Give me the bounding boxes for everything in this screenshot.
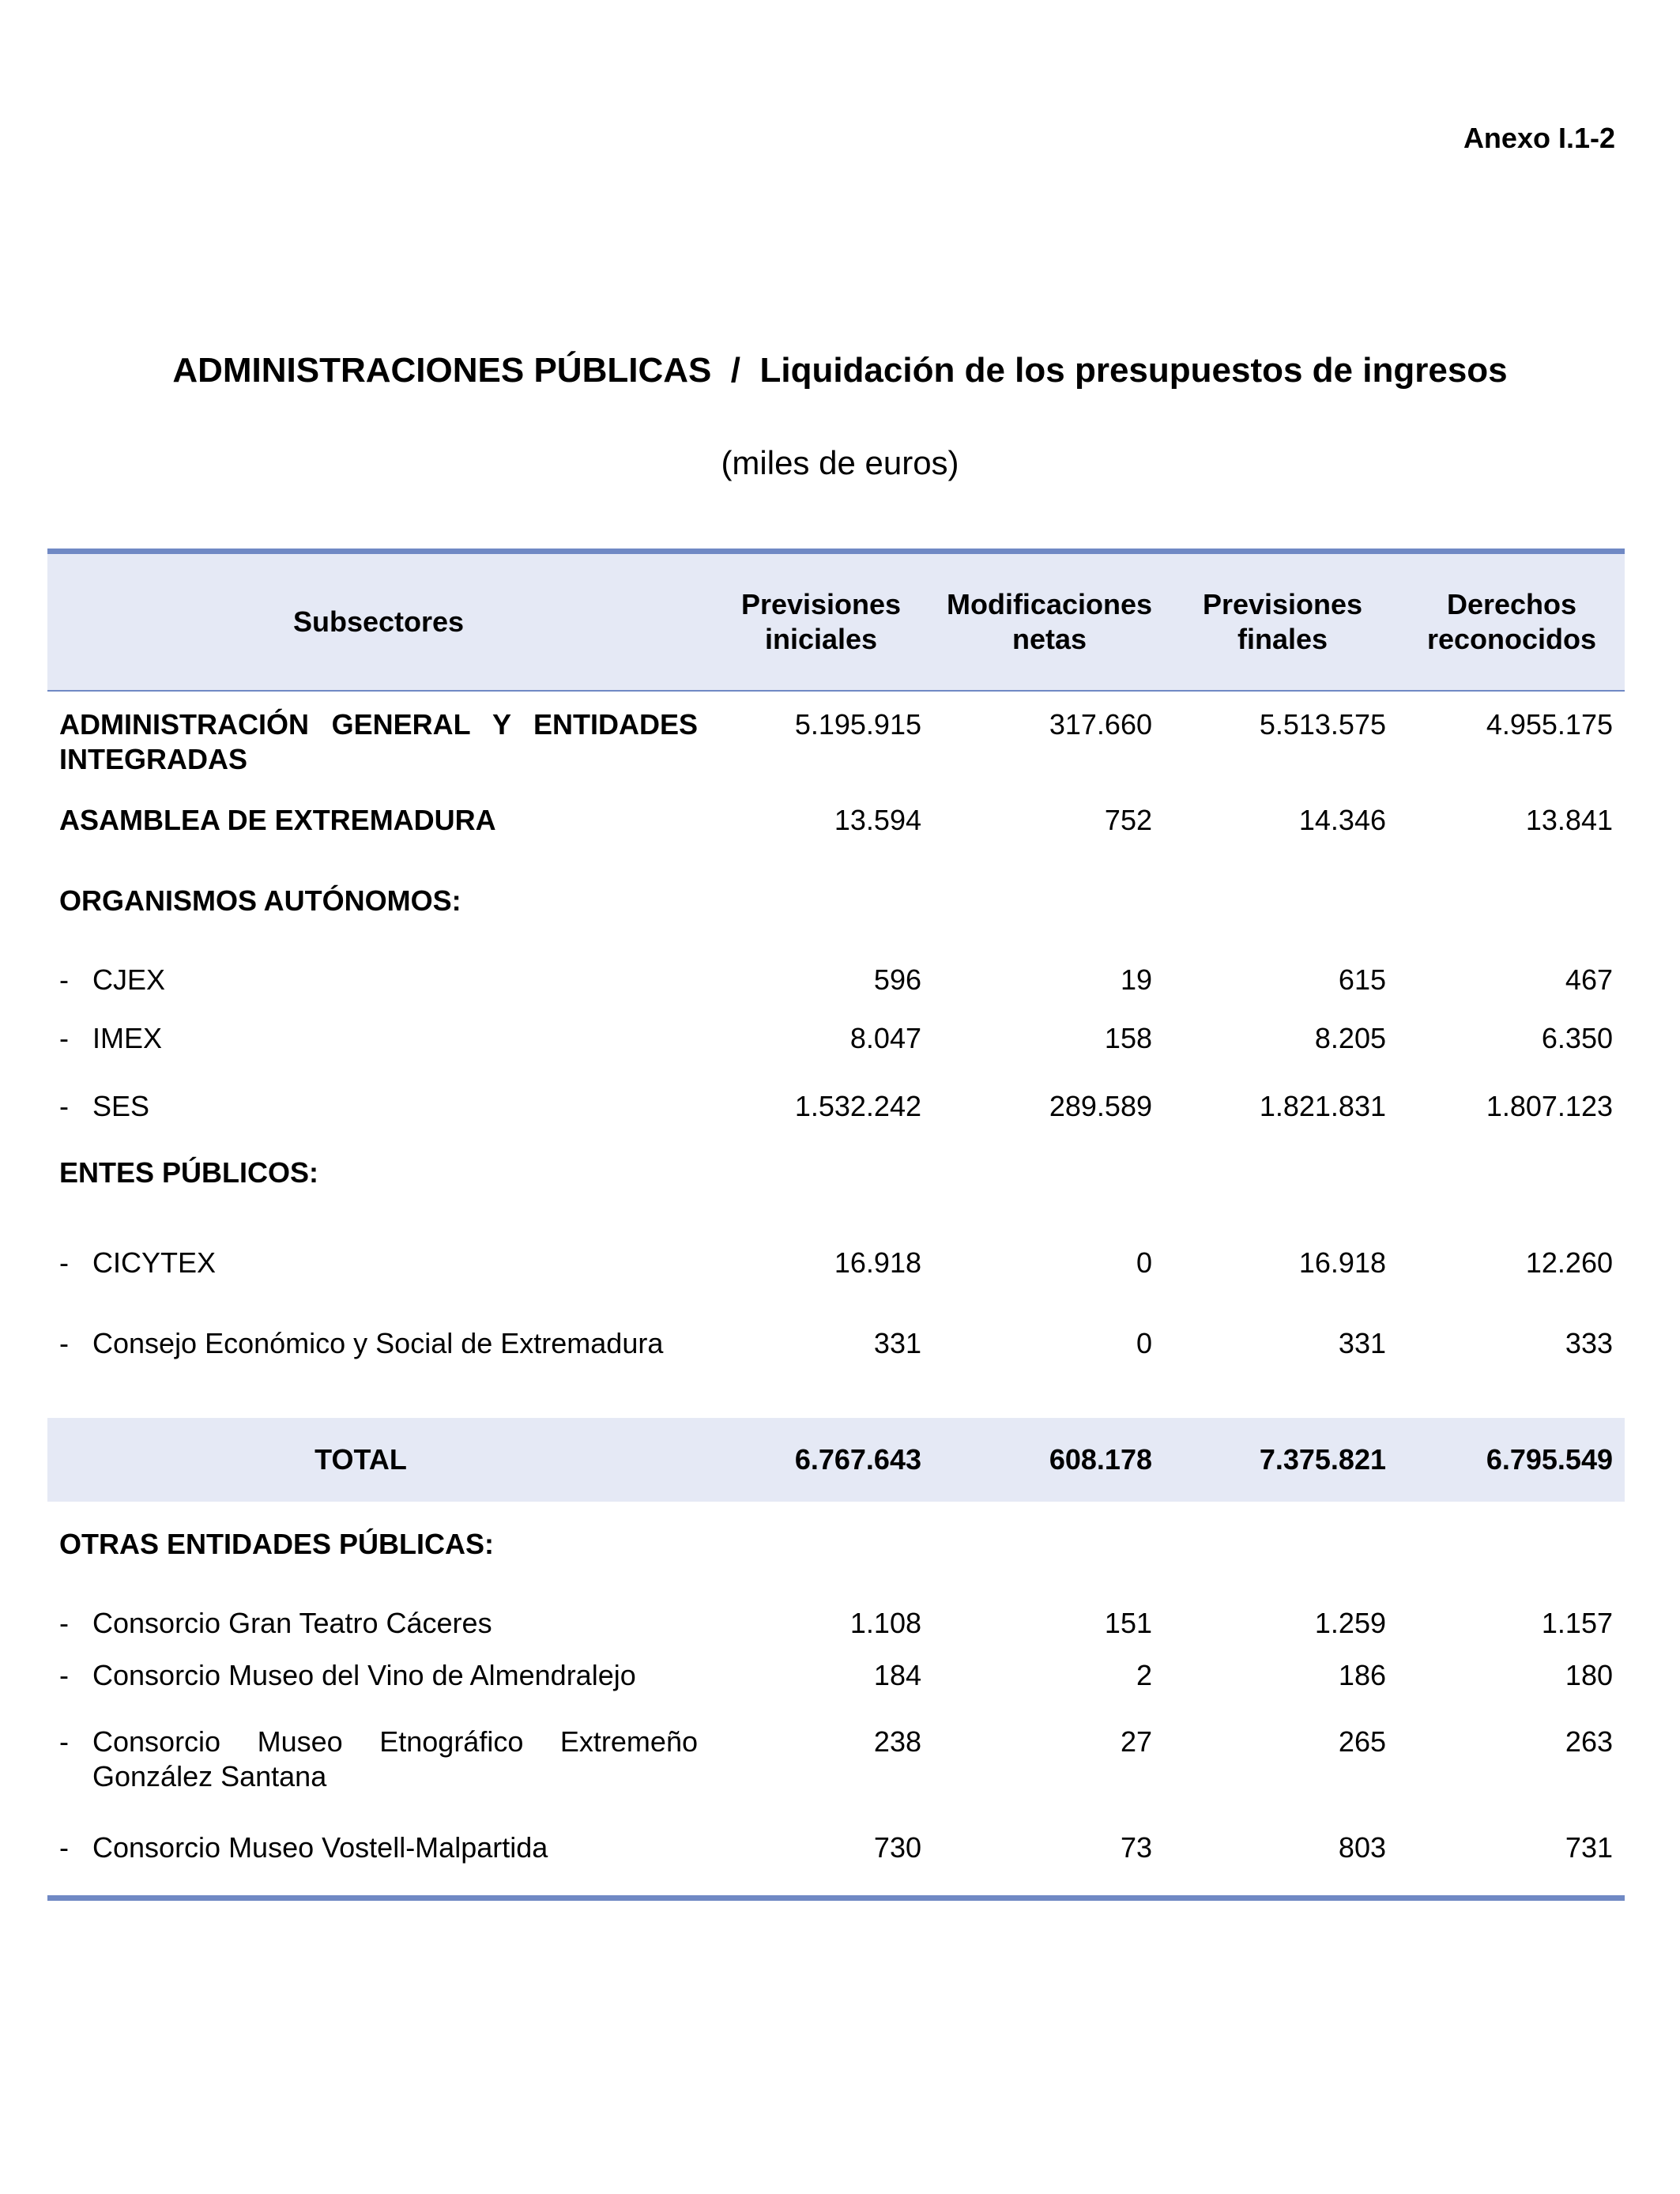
header-label: Previsiones (740, 588, 902, 620)
row-name: Consorcio Museo Etnográfico Extremeño González Santana (92, 1725, 698, 1793)
cell-previsiones-iniciales: 596 (873, 963, 921, 996)
cell-previsiones-iniciales: 238 (873, 1725, 921, 1758)
cell-derechos-reconocidos: 6.350 (1541, 1022, 1613, 1054)
dash-item (59, 1326, 698, 1361)
cell-modificaciones-netas: 27 (1120, 1725, 1152, 1758)
list-dash: - (59, 1607, 69, 1639)
cell-derechos-reconocidos: 467 (1565, 963, 1613, 996)
row-name: CICYTEX (92, 1246, 217, 1279)
dash-item (59, 1021, 698, 1056)
header-subsectores (47, 554, 710, 691)
dash-item (59, 1830, 698, 1865)
list-dash: - (59, 1831, 69, 1864)
cell-derechos-reconocidos: 333 (1565, 1327, 1613, 1359)
cell-modificaciones-netas: 0 (1136, 1246, 1152, 1279)
cell-modificaciones-netas: 158 (1104, 1022, 1152, 1054)
cell-modificaciones-netas: 0 (1136, 1327, 1152, 1359)
row-name: SES (92, 1090, 150, 1122)
row-name-cell (47, 953, 710, 1021)
list-dash: - (59, 1659, 69, 1691)
row-name-cell (47, 1236, 710, 1326)
cell-previsiones-finales: 5.513.575 (1259, 708, 1386, 741)
row-name-cell (47, 1326, 710, 1418)
row-name-cell (47, 1830, 710, 1895)
dash-item (59, 1089, 698, 1124)
list-dash: - (59, 1725, 69, 1758)
header-label: reconocidos (1426, 623, 1597, 655)
header-label: Previsiones (1202, 588, 1363, 620)
page-title: ADMINISTRACIONES PÚBLICAS / Liquidación de los presupuestos de ingresos (172, 351, 1508, 390)
total-label: TOTAL (47, 1418, 710, 1502)
cell-derechos-reconocidos: 1.807.123 (1486, 1090, 1613, 1122)
cell-previsiones-iniciales: 331 (873, 1327, 921, 1359)
row-name: Consorcio Museo Vostell-Malpartida (92, 1831, 548, 1864)
cell-previsiones-iniciales: 5.195.915 (794, 708, 921, 741)
section-heading: ORGANISMOS AUTÓNOMOS: (59, 884, 461, 917)
cell-modificaciones-netas: 317.660 (1049, 708, 1152, 741)
header-label: Derechos (1446, 588, 1577, 620)
total-row (47, 1418, 1625, 1502)
table-row (47, 794, 1625, 874)
dash-item (59, 1246, 698, 1280)
total-derechos-reconocidos: 6.795.549 (1399, 1418, 1625, 1502)
row-name: Consejo Económico y Social de Extremadura (92, 1327, 664, 1359)
cell-previsiones-iniciales: 1.108 (849, 1607, 921, 1639)
cell-previsiones-finales: 331 (1338, 1327, 1386, 1359)
cell-derechos-reconocidos: 4.955.175 (1486, 708, 1613, 741)
dash-item (59, 1606, 698, 1641)
cell-previsiones-finales: 1.259 (1314, 1607, 1386, 1639)
cell-modificaciones-netas: 151 (1104, 1607, 1152, 1639)
cell-modificaciones-netas: 73 (1120, 1831, 1152, 1864)
table-row (47, 1089, 1625, 1155)
cell-previsiones-finales: 8.205 (1314, 1022, 1386, 1054)
row-name-cell (47, 1725, 710, 1830)
table-row (47, 1830, 1625, 1895)
dash-item (59, 963, 698, 997)
header-label: Subsectores (292, 605, 465, 638)
row-name: Consorcio Gran Teatro Cáceres (92, 1607, 492, 1639)
cell-previsiones-finales: 615 (1338, 963, 1386, 996)
cell-derechos-reconocidos: 180 (1565, 1659, 1613, 1691)
total-previsiones-finales: 7.375.821 (1166, 1418, 1399, 1502)
table-row (47, 953, 1625, 1021)
budget-table (47, 554, 1625, 1895)
row-name-cell (47, 1021, 710, 1089)
total-previsiones-iniciales: 6.767.643 (710, 1418, 932, 1502)
dash-item (59, 1725, 698, 1794)
cell-previsiones-iniciales: 13.594 (834, 804, 921, 836)
cell-previsiones-iniciales: 184 (873, 1659, 921, 1691)
header-previsiones-finales (1166, 554, 1399, 691)
row-name-cell (47, 1590, 710, 1658)
cell-previsiones-finales: 265 (1338, 1725, 1386, 1758)
row-name-cell (47, 1089, 710, 1155)
section-heading-row (47, 1155, 1625, 1236)
section-heading-row (47, 874, 1625, 953)
row-name: Consorcio Museo del Vino de Almendralejo (92, 1659, 636, 1691)
list-dash: - (59, 963, 69, 996)
table-row (47, 1326, 1625, 1418)
row-name: IMEX (92, 1022, 163, 1054)
cell-previsiones-finales: 1.821.831 (1259, 1090, 1386, 1122)
cell-derechos-reconocidos: 263 (1565, 1725, 1613, 1758)
cell-modificaciones-netas: 19 (1120, 963, 1152, 996)
cell-derechos-reconocidos: 731 (1565, 1831, 1613, 1864)
table-row (47, 1725, 1625, 1830)
row-name-cell (47, 1658, 710, 1725)
list-dash: - (59, 1246, 69, 1279)
cell-previsiones-iniciales: 1.532.242 (794, 1090, 921, 1122)
table-row (47, 691, 1625, 794)
cell-previsiones-iniciales: 8.047 (849, 1022, 921, 1054)
cell-previsiones-finales: 14.346 (1298, 804, 1386, 836)
cell-modificaciones-netas: 289.589 (1049, 1090, 1152, 1122)
section-heading-row (47, 1502, 1625, 1590)
cell-derechos-reconocidos: 1.157 (1541, 1607, 1613, 1639)
section-heading: ENTES PÚBLICOS: (59, 1156, 319, 1189)
header-derechos-reconocidos (1399, 554, 1625, 691)
cell-modificaciones-netas: 2 (1136, 1659, 1152, 1691)
cell-previsiones-finales: 186 (1338, 1659, 1386, 1691)
row-name: ASAMBLEA DE EXTREMADURA (59, 804, 496, 836)
cell-previsiones-finales: 16.918 (1298, 1246, 1386, 1279)
row-name: ADMINISTRACIÓN GENERAL Y ENTIDADES INTEGRADAS (59, 708, 698, 775)
header-modificaciones-netas (932, 554, 1166, 691)
table-header (47, 554, 1625, 691)
header-label: Modificaciones (946, 588, 1153, 620)
annex-label: Anexo I.1-2 (1463, 122, 1615, 154)
cell-derechos-reconocidos: 13.841 (1525, 804, 1613, 836)
list-dash: - (59, 1022, 69, 1054)
total-modificaciones-netas: 608.178 (932, 1418, 1166, 1502)
dash-item (59, 1658, 698, 1693)
row-name: CJEX (92, 963, 166, 996)
cell-modificaciones-netas: 752 (1104, 804, 1152, 836)
cell-previsiones-iniciales: 16.918 (834, 1246, 921, 1279)
header-label: iniciales (764, 623, 878, 655)
section-heading: OTRAS ENTIDADES PÚBLICAS: (59, 1528, 495, 1560)
list-dash: - (59, 1327, 69, 1359)
header-label: finales (1237, 623, 1328, 655)
list-dash: - (59, 1090, 69, 1122)
cell-previsiones-iniciales: 730 (873, 1831, 921, 1864)
table-row (47, 1236, 1625, 1326)
cell-previsiones-finales: 803 (1338, 1831, 1386, 1864)
table-row (47, 1658, 1625, 1725)
header-label: netas (1011, 623, 1087, 655)
page-subtitle: (miles de euros) (721, 444, 959, 481)
header-previsiones-iniciales (710, 554, 932, 691)
table-row (47, 1021, 1625, 1089)
cell-derechos-reconocidos: 12.260 (1525, 1246, 1613, 1279)
budget-table-container (47, 548, 1625, 1901)
table-row (47, 1590, 1625, 1658)
